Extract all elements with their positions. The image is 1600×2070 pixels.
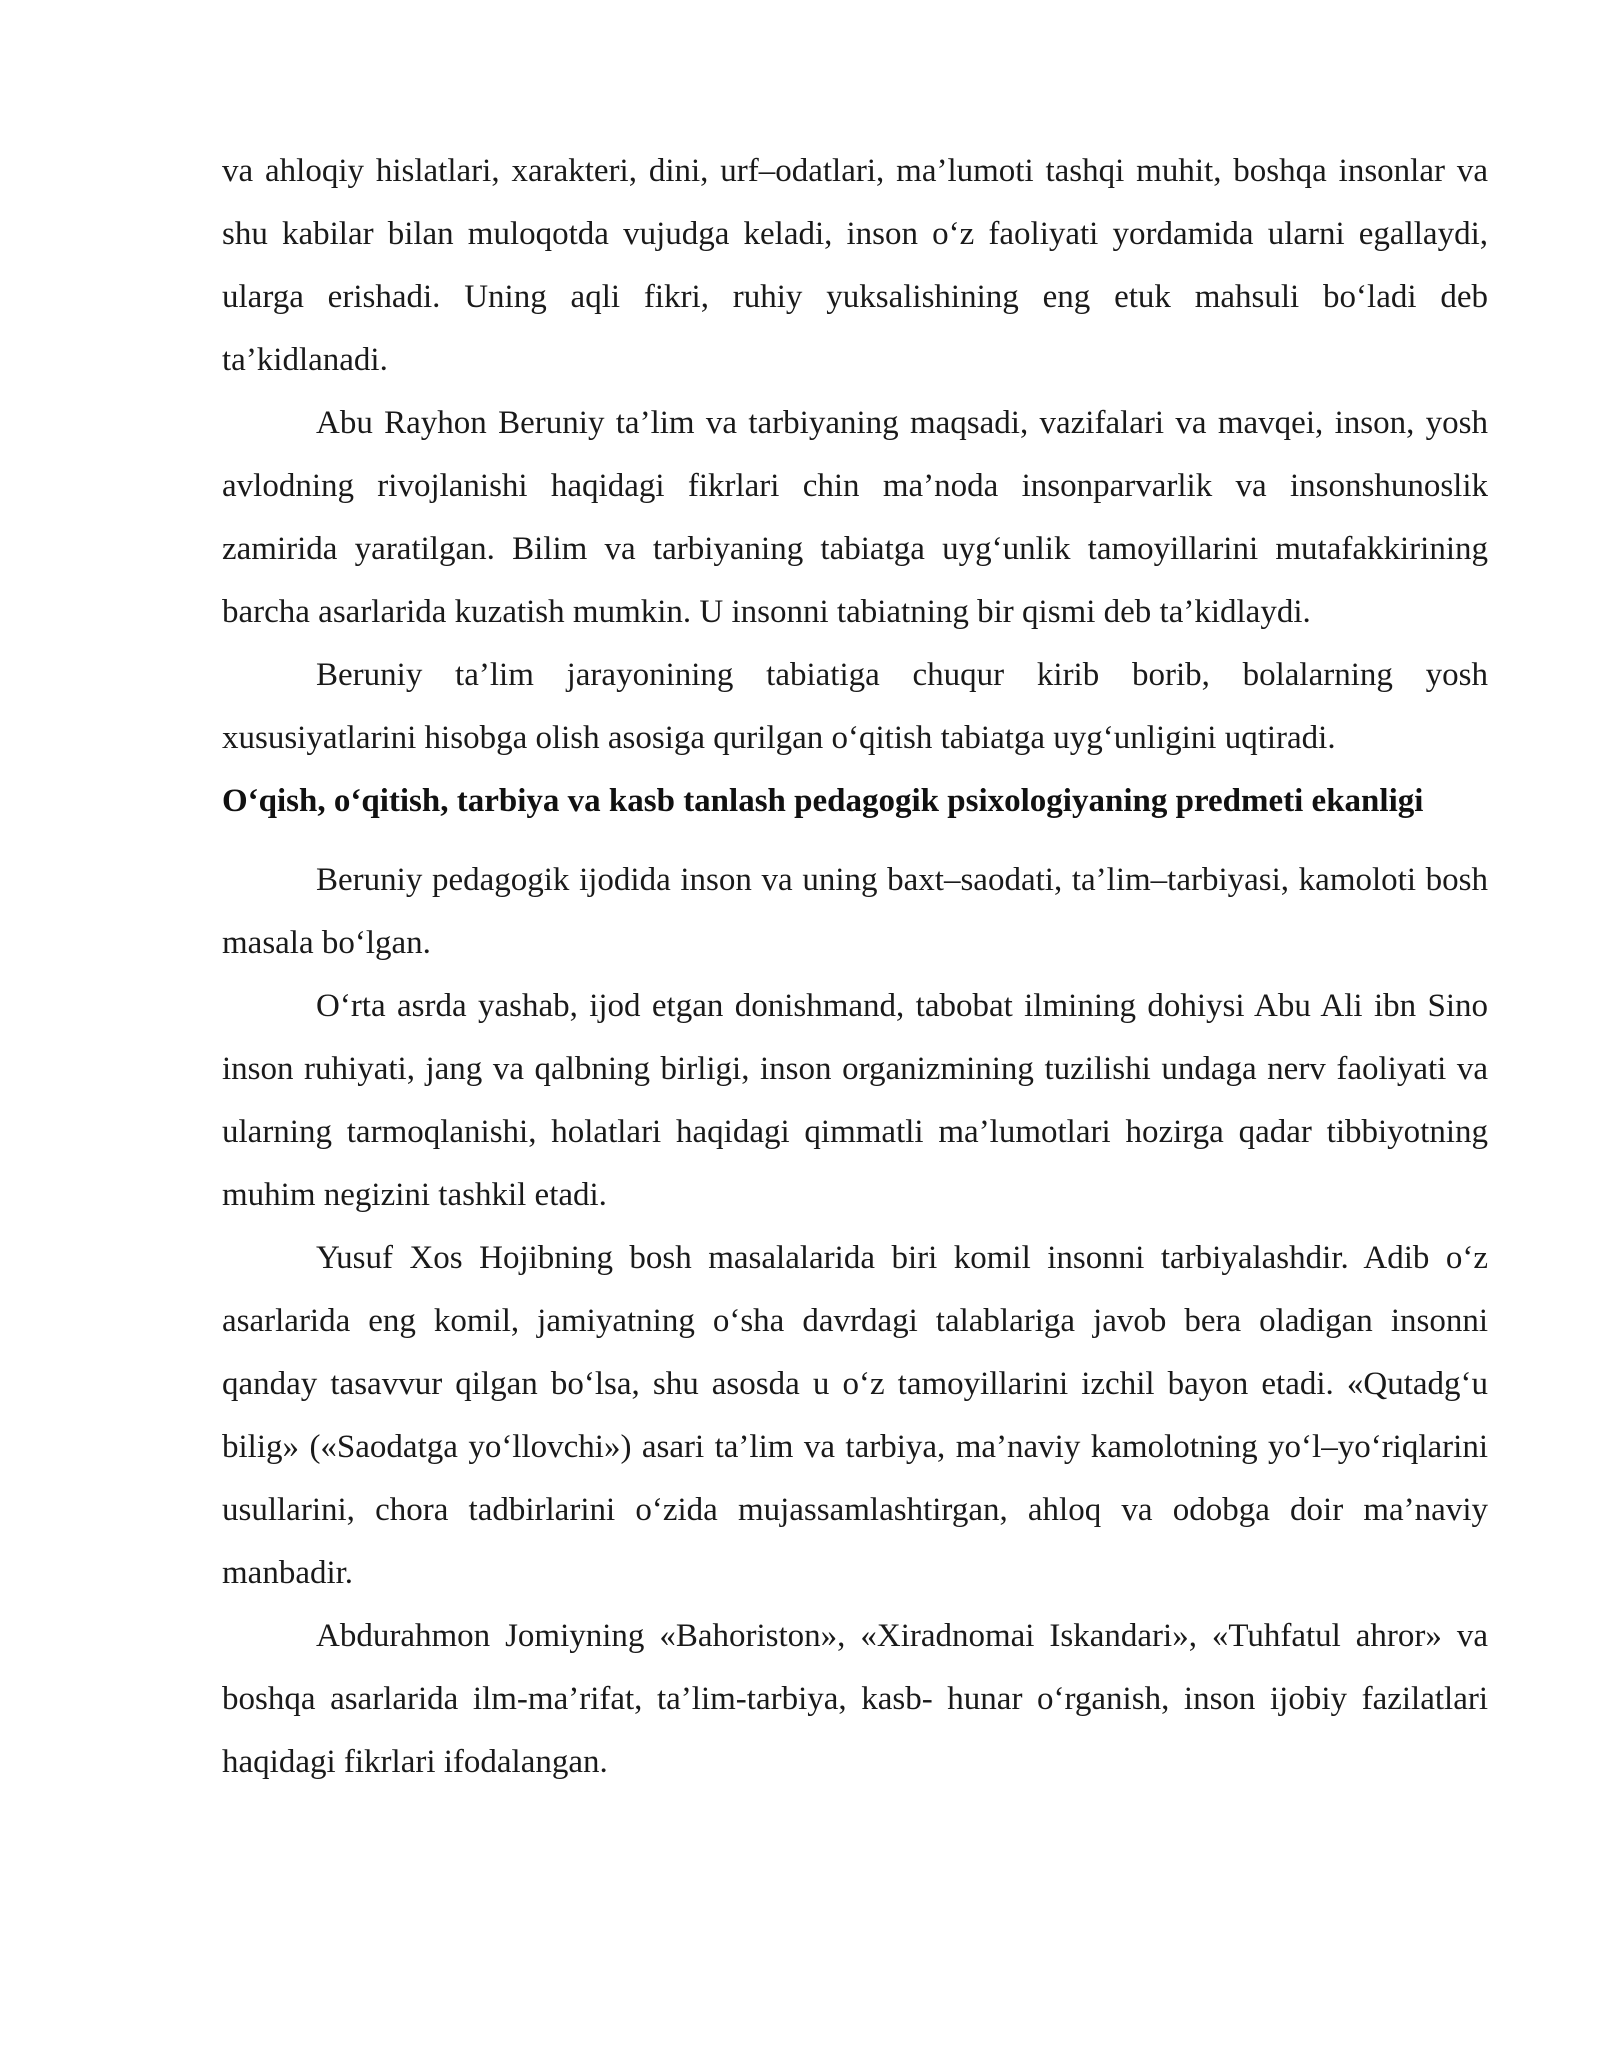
paragraph-continuation: va ahloqiy hislatlari, xarakteri, dini, urf–odatlari, ma’lumoti tashqi muhit, boshqa insonlar va shu kabilar bilan muloqotda vujudga keladi, inson o‘z faoliyati yordamida ularni egallaydi, ularga erishadi. Uning aqli fikri, ruhiy yuksalishining eng etuk mahsuli bo‘ladi deb ta’kidlanadi. — [222, 153, 1488, 378]
paragraph-beruniy-nature: Beruniy ta’lim jarayonining tabiatiga chuqur kirib borib, bolalarning yosh xususiyatlarini hisobga olish asosiga qurilgan o‘qitish tabiatga uyg‘unligini uqtiradi. — [222, 657, 1488, 756]
page-body — [222, 140, 1488, 1794]
paragraph-beruniy-views: Abu Rayhon Beruniy ta’lim va tarbiyaning maqsadi, vazifalari va mavqei, inson, yosh avlodning rivojlanishi haqidagi fikrlari chin ma’noda insonparvarlik va insonshunoslik zamirida yaratilgan. Bilim va tarbiyaning tabiatga uyg‘unlik tamoyillarini mutafakkirining barcha asarlarida kuzatish mumkin. U insonni tabiatning bir qismi deb ta’kidlaydi. — [222, 405, 1488, 630]
paragraph-jomiy: Abdurahmon Jomiyning «Bahoriston», «Xiradnomai Iskandari», «Tuhfatul ahror» va boshqa asarlarida ilm-ma’rifat, ta’lim-tarbiya, kasb- hunar o‘rganish, inson ijobiy fazilatlari haqidagi fikrlari ifodalangan. — [222, 1618, 1488, 1780]
section-heading: O‘qish, o‘qitish, tarbiya va kasb tanlash pedagogik psixologiyaning predmeti ekanligi — [222, 783, 1424, 819]
paragraph-ibn-sino: O‘rta asrda yashab, ijod etgan donishmand, tabobat ilmining dohiysi Abu Ali ibn Sino inson ruhiyati, jang va qalbning birligi, inson organizmining tuzilishi undaga nerv faoliyati va ularning tarmoqlanishi, holatlari haqidagi qimmatli ma’lumotlari hozirga qadar tibbiyotning muhim negizini tashkil etadi. — [222, 988, 1488, 1213]
paragraph-yusuf-xos-hojib: Yusuf Xos Hojibning bosh masalalarida biri komil insonni tarbiyalashdir. Adib o‘z asarlarida eng komil, jamiyatning o‘sha davrdagi talablariga javob bera oladigan insonni qanday tasavvur qilgan bo‘lsa, shu asosda u o‘z tamoyillarini izchil bayon etadi. «Qutadg‘u bilig» («Saodatga yo‘llovchi») asari ta’lim va tarbiya, ma’naviy kamolotning yo‘l–yo‘riqlarini usullarini, chora tadbirlarini o‘zida mujassamlashtirgan, ahloq va odobga doir ma’naviy manbadir. — [222, 1240, 1488, 1591]
paragraph-beruniy-pedagogy: Beruniy pedagogik ijodida inson va uning baxt–saodati, ta’lim–tarbiyasi, kamoloti bosh masala bo‘lgan. — [222, 862, 1488, 961]
